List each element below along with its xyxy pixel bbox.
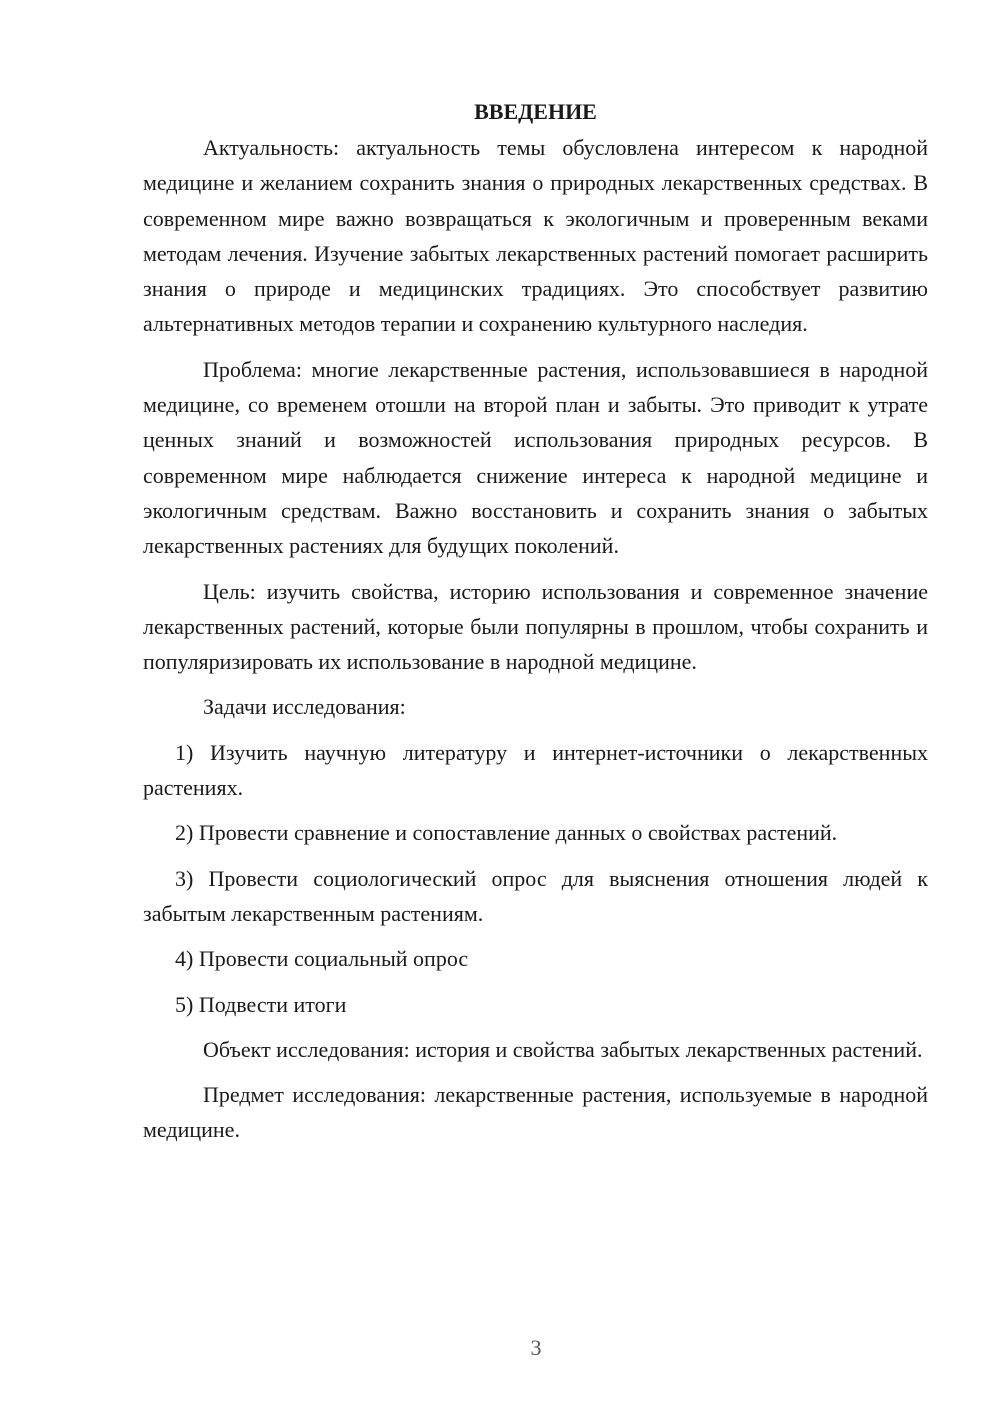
object-paragraph: Объект исследования: история и свойства забытых лекарственных растений. [203, 1036, 923, 1062]
task-item-5: 5) Подвести итоги [175, 991, 347, 1017]
tasks-heading: Задачи исследования: [203, 694, 406, 720]
page-title: ВВЕДЕНИЕ [474, 99, 597, 124]
problem-paragraph: Проблема: многие лекарственные растения, использовавшиеся в народной медицине, со временем отошли на второй план и забыты. Это приводит к утрате ценных знаний и возможностей использования природных ресурсов. В современном мире наблюдается снижение интереса к народной медицине и экологичным средствам. Важно восстановить и сохранить знания о забытых лекарственных растениях для будущих поколений. [143, 356, 928, 559]
task-item-4: 4) Провести социальный опрос [175, 946, 469, 972]
goal-paragraph: Цель: изучить свойства, историю использования и современное значение лекарственных растений, которые были популярны в прошлом, чтобы сохранить и популяризировать их использование в народной медицине. [143, 578, 928, 675]
task-item-2: 2) Провести сравнение и сопоставление данных о свойствах растений. [175, 820, 838, 846]
subject-paragraph: Предмет исследования: лекарственные растения, используемые в народной медицине. [143, 1082, 928, 1143]
document-page [143, 94, 928, 1148]
page-number: 3 [530, 1335, 542, 1360]
task-item-3: 3) Провести социологический опрос для выяснения отношения людей к забытым лекарственным растениям. [143, 865, 928, 926]
task-item-1: 1) Изучить научную литературу и интернет-источники о лекарственных растениях. [143, 739, 928, 801]
relevance-paragraph: Актуальность: актуальность темы обусловлена интересом к народной медицине и желанием сохранить знания о природных лекарственных средствах. В современном мире важно возвращаться к экологичным и проверенным веками методам лечения. Изучение забытых лекарственных растений помогает расширить знания о природе и медицинских традициях. Это способствует развитию альтернативных методов терапии и сохранению культурного наследия. [143, 135, 928, 337]
